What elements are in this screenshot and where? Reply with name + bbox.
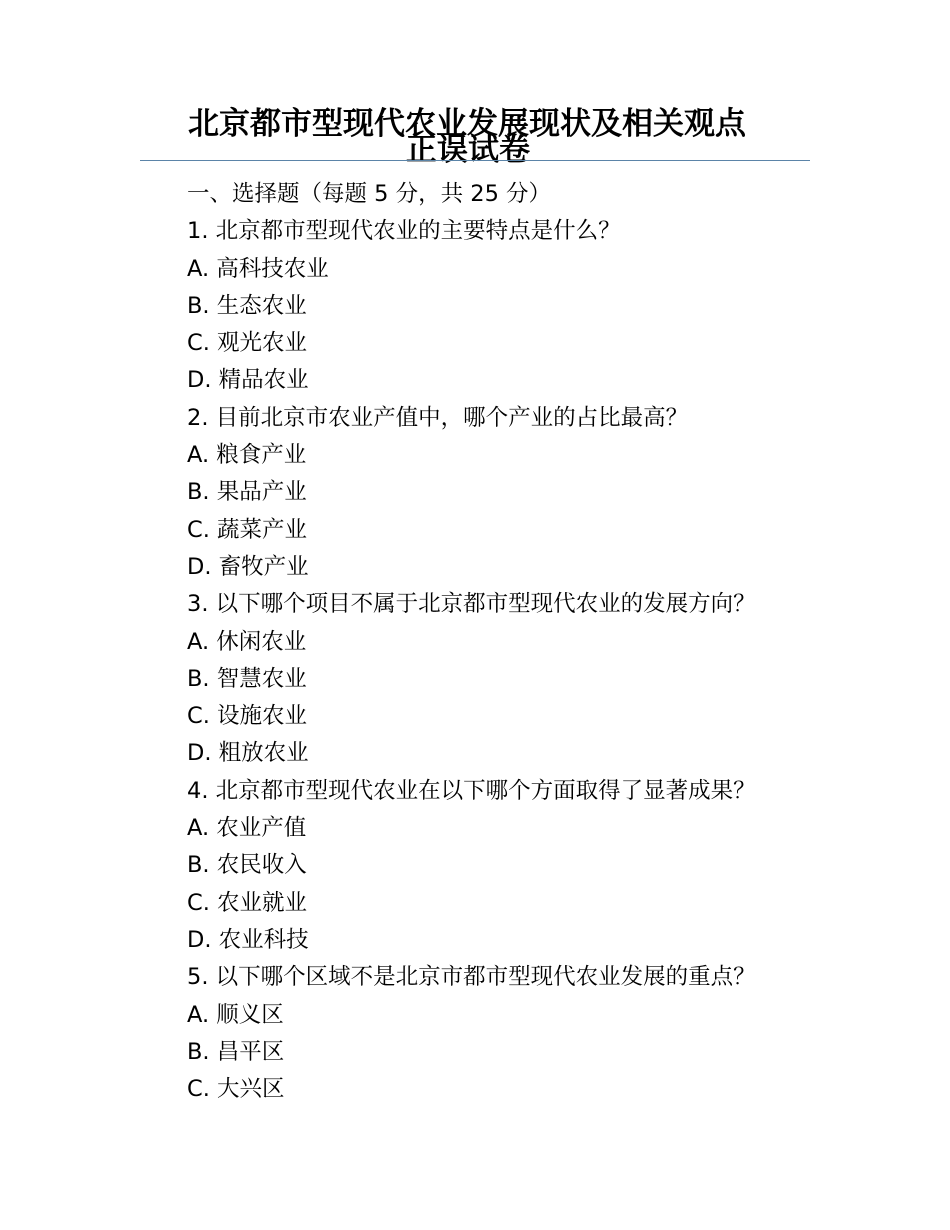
answer-option: C. 农业就业 <box>187 889 308 916</box>
answer-option: A. 高科技农业 <box>187 255 329 282</box>
answer-option: B. 农民收入 <box>187 852 307 879</box>
question-block-2 <box>187 400 827 586</box>
question-text: 4. 北京都市型现代农业在以下哪个方面取得了显著成果？ <box>187 777 756 804</box>
title-line-2: 正误试卷 <box>406 132 530 168</box>
question-block-4 <box>187 773 827 959</box>
answer-option: A. 粮食产业 <box>187 442 307 469</box>
section-heading: 一、选择题（每题 5 分，共 25 分） <box>187 181 552 207</box>
answer-option: A. 农业产值 <box>187 815 307 842</box>
title-line-1: 北京都市型现代农业发展现状及相关观点 <box>188 106 746 142</box>
title-underline-divider <box>140 160 810 161</box>
question-text: 2. 目前北京市农业产值中，哪个产业的占比最高？ <box>187 404 689 431</box>
answer-option: A. 顺义区 <box>187 1001 284 1028</box>
answer-option: C. 设施农业 <box>187 703 308 730</box>
question-text: 1. 北京都市型现代农业的主要特点是什么？ <box>187 218 621 245</box>
answer-option: C. 大兴区 <box>187 1076 285 1103</box>
answer-option: C. 观光农业 <box>187 330 308 357</box>
question-text: 5. 以下哪个区域不是北京市都市型现代农业发展的重点？ <box>187 964 756 991</box>
answer-option: D. 畜牧产业 <box>187 553 309 580</box>
answer-option: D. 精品农业 <box>187 367 309 394</box>
question-text: 3. 以下哪个项目不属于北京都市型现代农业的发展方向？ <box>187 591 756 618</box>
document-body <box>187 176 827 1108</box>
question-block-5 <box>187 959 827 1108</box>
answer-option: D. 农业科技 <box>187 926 309 953</box>
question-block-1 <box>187 213 827 399</box>
answer-option: B. 生态农业 <box>187 292 307 319</box>
document-title <box>140 106 810 168</box>
answer-option: B. 昌平区 <box>187 1038 285 1065</box>
answer-option: B. 果品产业 <box>187 479 307 506</box>
answer-option: D. 粗放农业 <box>187 740 309 767</box>
question-block-3 <box>187 586 827 772</box>
answer-option: A. 休闲农业 <box>187 628 307 655</box>
answer-option: C. 蔬菜产业 <box>187 516 308 543</box>
answer-option: B. 智慧农业 <box>187 665 307 692</box>
